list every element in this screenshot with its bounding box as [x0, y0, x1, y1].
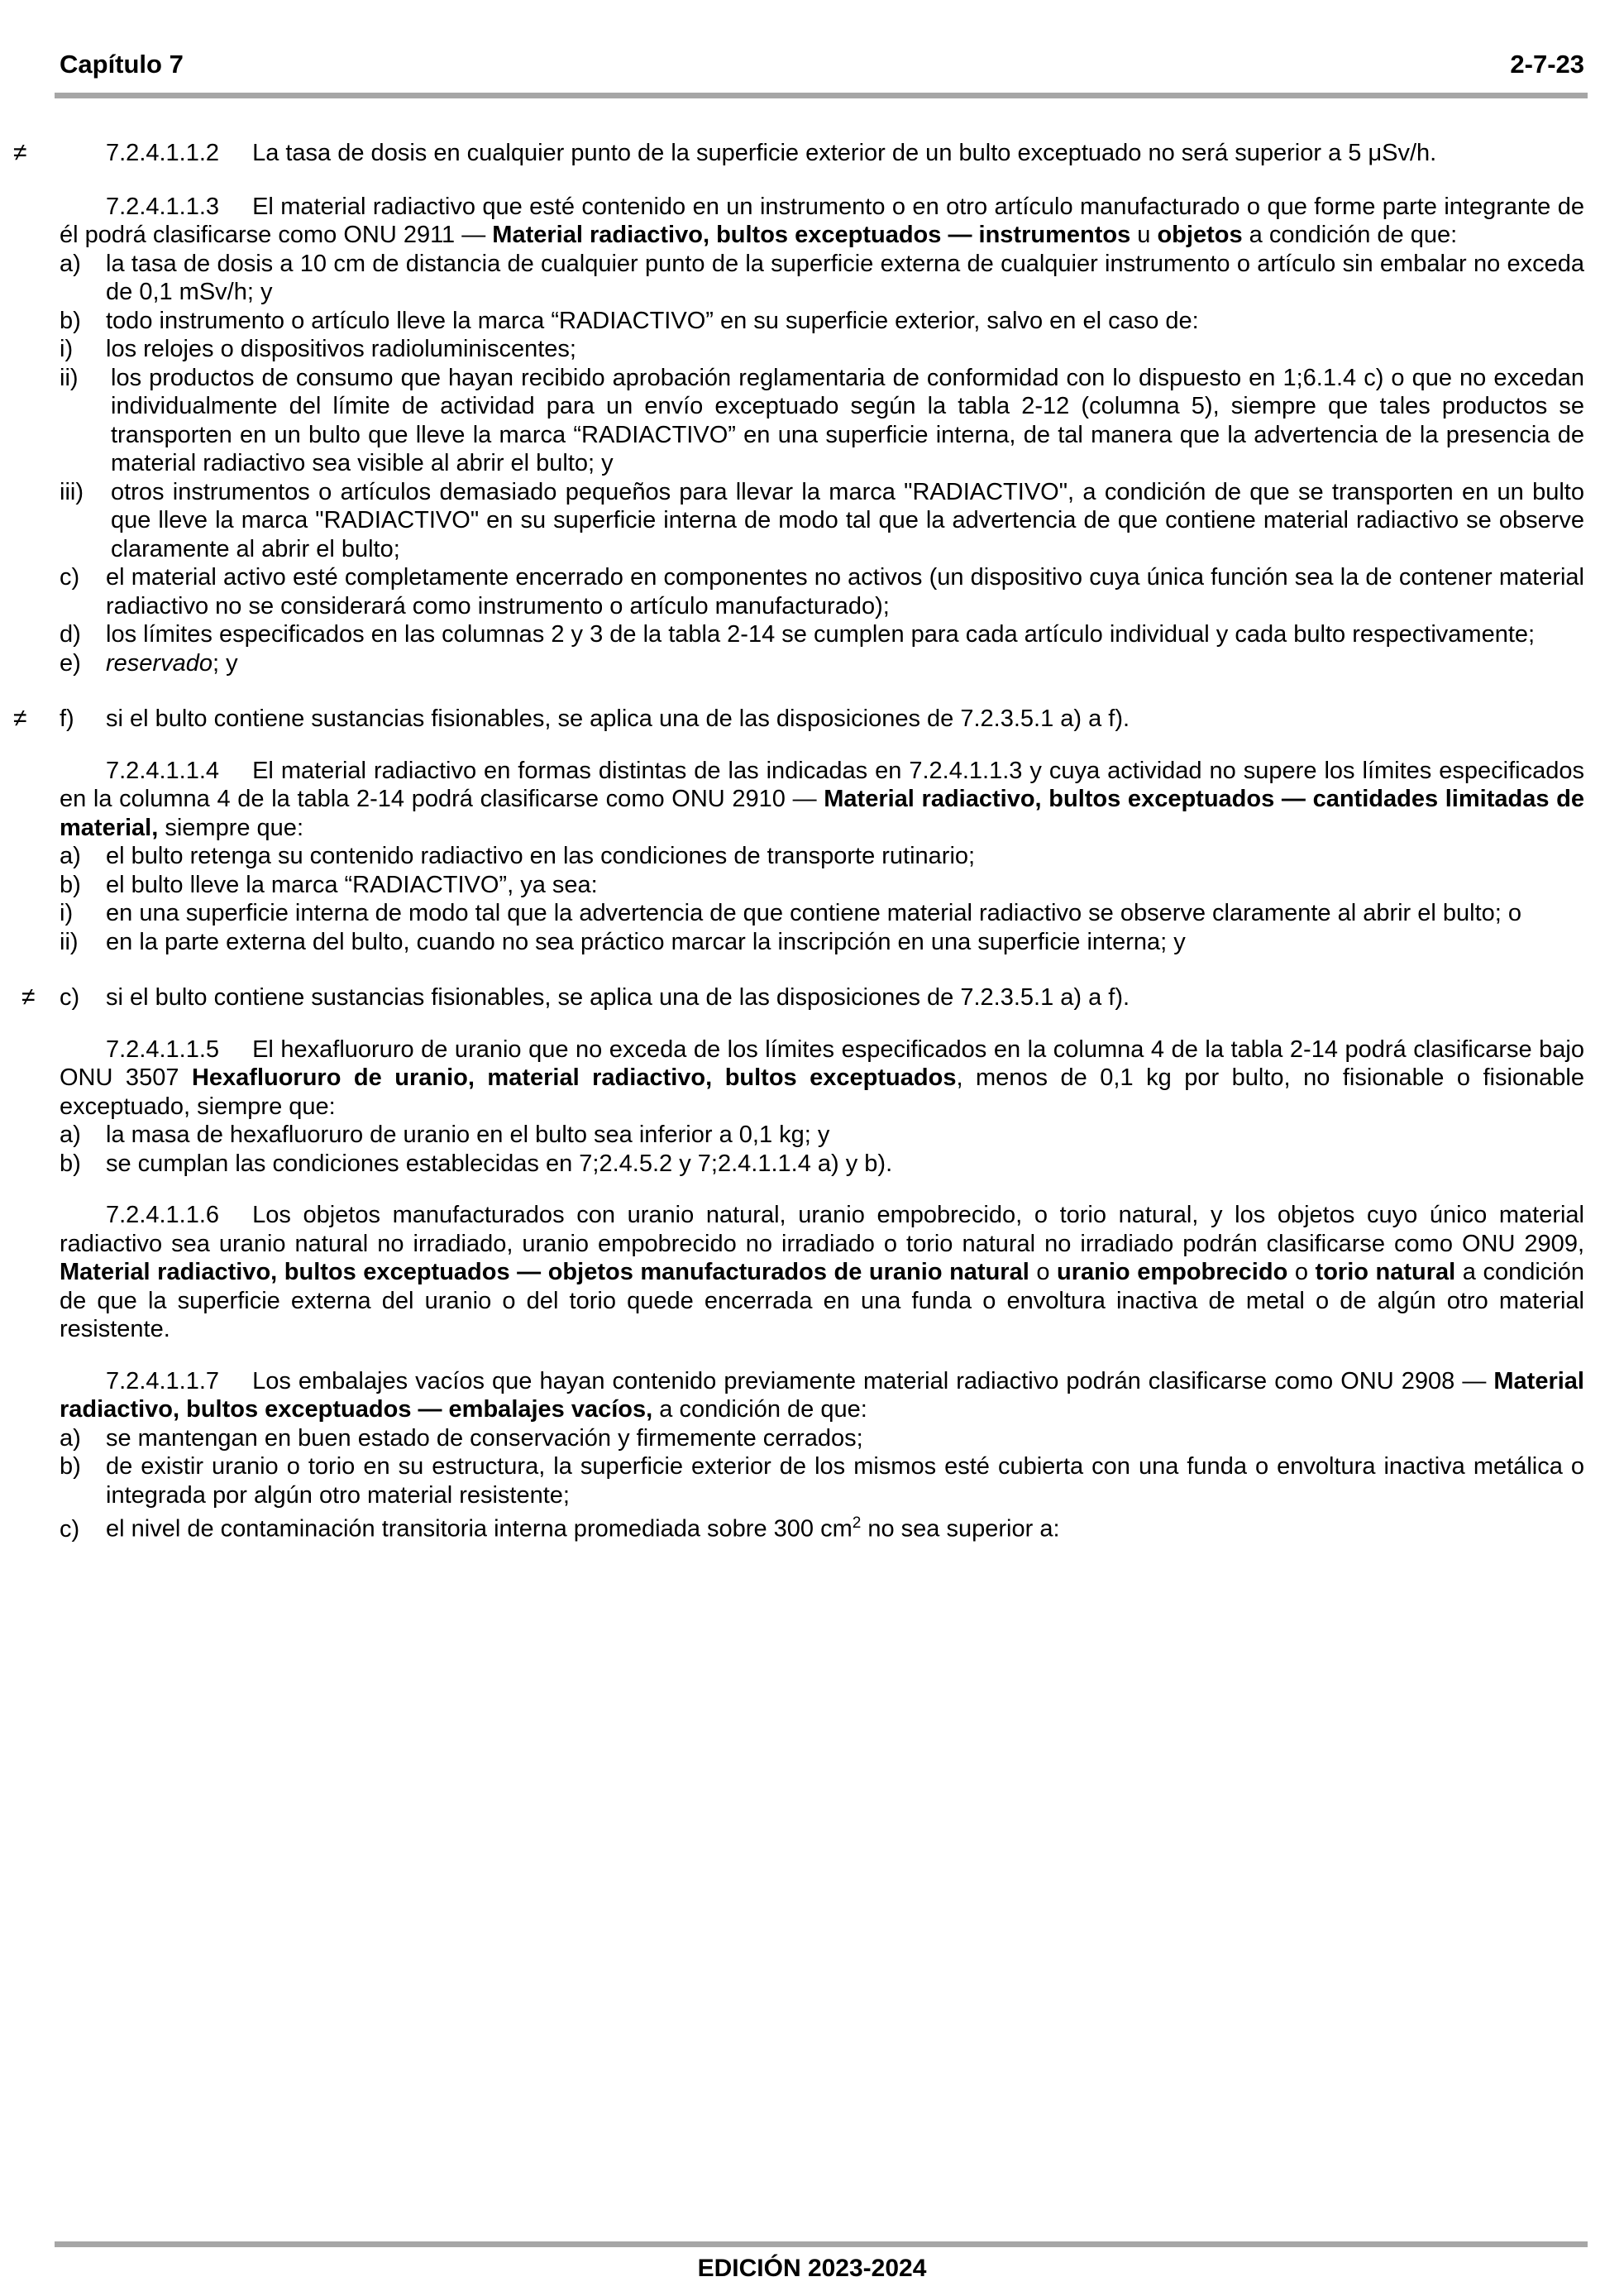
section-number: 7.2.4.1.1.3: [106, 193, 220, 220]
list-item-c: [21, 983, 1584, 1012]
sub-list-item: i) en una superficie interna de modo tal que la advertencia de que contiene material radiactivo se observe claramente al abrir el bulto; o: [60, 900, 1522, 926]
section-7-2-4-1-1-4: [60, 757, 1584, 843]
list-item: f) si el bulto contiene sustancias fisionables, se aplica una de las disposiciones de 7.2.3.5.1 a) a f).: [60, 706, 1130, 732]
paragraph: 7.2.4.1.1.6 Los objetos manufacturados con uranio natural, uranio empobrecido, o torio natural, y los objetos cuyo único material radiactivo sea uranio natural no irradiado, uranio empobrecido no irradiado o torio natural no irradiado podrán clasificarse como ONU 2909, Material radiactivo, bultos exceptuados — objetos manufacturados de uranio natural o uranio empobrecido o torio natural a condición de que la superficie externa del uranio o del torio quede encerrada en una funda o envoltura inactiva de metal o de algún otro material resistente.: [60, 1202, 1584, 1342]
section-number: 7.2.4.1.1.2: [106, 140, 220, 166]
section-7-2-4-1-1-5: [60, 1036, 1584, 1122]
page-header: [60, 50, 1584, 79]
paragraph: 7.2.4.1.1.3 El material radiactivo que esté contenido en un instrumento o en otro artículo manufacturado o que forme parte integrante de él podrá clasificarse como ONU 2911 — Material radiactivo, bultos exceptuados — instrumentos u objetos a condición de que:: [60, 193, 1584, 248]
list-item: e) reservado; y: [60, 649, 238, 677]
header-rule: [55, 93, 1588, 98]
section-number: 7.2.4.1.1.6: [106, 1202, 220, 1228]
sub-list-item: iii) otros instrumentos o artículos demasiado pequeños para llevar la marca "RADIACTIVO", a condición de que se transporten en un bulto que lleve la marca "RADIACTIVO" en su superficie interna de modo tal que la advertencia de que contiene material radiactivo se observe claramente al abrir el bulto;: [60, 478, 1584, 562]
list-item: b) el bulto lleve la marca “RADIACTIVO”, ya sea:: [60, 871, 598, 898]
list-item: a) el bulto retenga su contenido radiactivo en las condiciones de transporte rutinario;: [60, 843, 976, 869]
paragraph: 7.2.4.1.1.5 El hexafluoruro de uranio que no exceda de los límites especificados en la columna 4 de la tabla 2-14 podrá clasificarse bajo ONU 3507 Hexafluoruro de uranio, material radiactivo, bultos exceptuados, menos de 0,1 kg por bulto, no fisionable o fisionable exceptuado, siempre que:: [60, 1036, 1585, 1120]
change-mark: ≠: [13, 705, 27, 732]
list-item: c) si el bulto contiene sustancias fisionables, se aplica una de las disposiciones de 7.2.3.5.1 a) a f).: [60, 984, 1130, 1011]
list-item: c) el nivel de contaminación transitoria interna promediada sobre 300 $cm^2$ no sea superior a:: [60, 1514, 1060, 1543]
list-item: b) todo instrumento o artículo lleve la marca “RADIACTIVO” en su superficie exterior, salvo en el caso de:: [60, 307, 1199, 334]
list-item: b) de existir uranio o torio en su estructura, la superficie exterior de los mismos esté cubierta con una funda o envoltura inactiva metálica o integrada por algún otro material resistente;: [60, 1453, 1584, 1509]
section-number: 7.2.4.1.1.4: [106, 757, 220, 784]
section-7-2-4-1-1-6: [60, 1201, 1584, 1344]
list-item: a) la tasa de dosis a 10 cm de distancia de cualquier punto de la superficie externa de cualquier instrumento o artículo sin embalar no exceda de 0,1 mSv/h; y: [60, 250, 1584, 305]
list-item: c) el material activo esté completamente encerrado en componentes no activos (un dispositivo cuya única función sea la de contener material radiactivo no se considerará como instrumento o artículo manufacturado);: [60, 564, 1584, 619]
footer-rule: [55, 2241, 1588, 2247]
chapter-title: Capítulo 7: [60, 50, 184, 79]
change-mark: ≠: [13, 139, 27, 166]
page-number: 2-7-23: [1510, 50, 1584, 79]
document-body: [13, 139, 1585, 1543]
paragraph: 7.2.4.1.1.2 La tasa de dosis en cualquier punto de la superficie exterior de un bulto exceptuado no será superior a 5 μSv/h.: [106, 140, 1437, 166]
section-7-2-4-1-1-7: [60, 1367, 1584, 1424]
sub-list-item: ii) en la parte externa del bulto, cuando no sea práctico marcar la inscripción en una superficie interna; y: [60, 928, 1186, 955]
section-number: 7.2.4.1.1.5: [106, 1036, 220, 1063]
list-item: b) se cumplan las condiciones establecidas en 7;2.4.5.2 y 7;2.4.1.1.4 a) y b).: [60, 1150, 893, 1177]
section-7-2-4-1-1-3: [60, 193, 1584, 250]
change-mark: ≠: [21, 983, 36, 1011]
paragraph: 7.2.4.1.1.4 El material radiactivo en formas distintas de las indicadas en 7.2.4.1.1.3 y cuya actividad no supere los límites especificados en la columna 4 de la tabla 2-14 podrá clasificarse como ONU 2910 — Material radiactivo, bultos exceptuados — cantidades limitadas de material, siempre que:: [60, 757, 1584, 841]
list-item: a) se mantengan en buen estado de conservación y firmemente cerrados;: [60, 1424, 863, 1452]
sub-list-item: ii) los productos de consumo que hayan recibido aprobación reglamentaria de conformidad con lo dispuesto en 1;6.1.4 c) o que no excedan individualmente del límite de actividad para un envío exceptuado según la tabla 2-12 (columna 5), siempre que tales productos se transporten en un bulto que lleve la marca “RADIACTIVO” en una superficie interna, de tal manera que la advertencia de la presencia de material radiactivo sea visible al abrir el bulto; y: [60, 364, 1584, 476]
section-7-2-4-1-1-2: [13, 139, 1584, 168]
sub-list-item: i) los relojes o dispositivos radioluminiscentes;: [60, 336, 576, 362]
paragraph: 7.2.4.1.1.7 Los embalajes vacíos que hayan contenido previamente material radiactivo podrán clasificarse como ONU 2908 — Material radiactivo, bultos exceptuados — embalajes vacíos, a condición de que:: [60, 1367, 1584, 1423]
list-item: d) los límites especificados en las columnas 2 y 3 de la tabla 2-14 se cumplen para cada artículo individual y cada bulto respectivamente;: [60, 621, 1536, 648]
list-item-f: [13, 705, 1584, 734]
edition-footer: EDICIÓN 2023-2024: [697, 2255, 927, 2282]
section-number: 7.2.4.1.1.7: [106, 1367, 220, 1394]
list-item: a) la masa de hexafluoruro de uranio en el bulto sea inferior a 0,1 kg; y: [60, 1122, 830, 1148]
